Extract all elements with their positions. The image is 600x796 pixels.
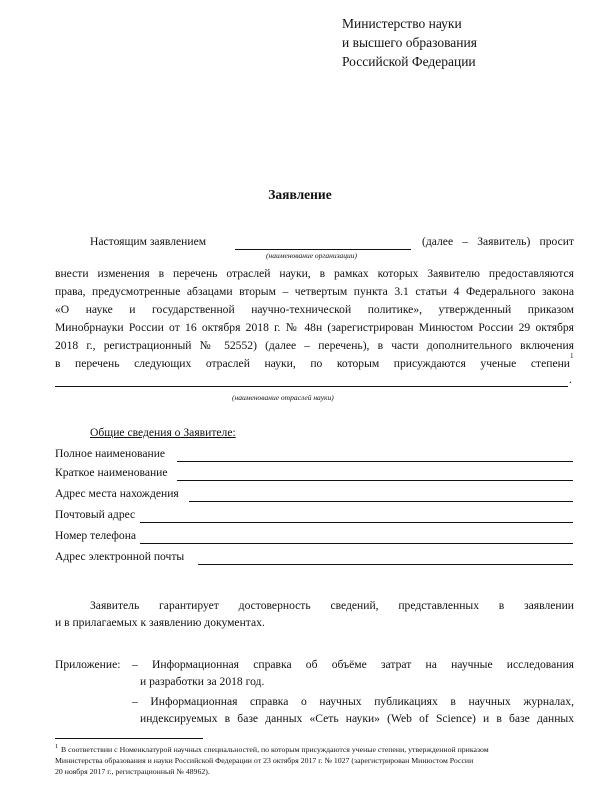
- attachment-label: Приложение:: [55, 658, 121, 671]
- addressee-line-3: Российской Федерации: [342, 54, 476, 69]
- attachment-item-2-line-1: – Информационная справка о научных публикациях в научных журналах,: [132, 695, 574, 708]
- intro-end: (далее – Заявитель) просит: [422, 235, 574, 248]
- guarantee-line-2: и в прилагаемых к заявлению документах.: [55, 616, 265, 629]
- footnote-line-3: 20 ноября 2017 г., регистрационный № 48962).: [55, 767, 210, 776]
- footnote-line-2: Министерства образования и науки Российской Федерации от 23 октября 2017 г. № 1027 (зарегистрирован Минюстом России: [55, 756, 474, 765]
- phone-label: Номер телефона: [55, 529, 137, 542]
- attachment-item-2-line-2: индексируемых в базе данных «Сеть науки» (Web of Science) и в базе данных: [140, 712, 574, 725]
- short-name-field[interactable]: [177, 480, 573, 481]
- email-label: Адрес электронной почты: [55, 550, 185, 563]
- postal-address-field[interactable]: [140, 522, 573, 523]
- intro-start: Настоящим заявлением: [90, 235, 207, 248]
- addressee-block: [342, 14, 477, 71]
- footnote-ref-mark: 1: [570, 352, 574, 360]
- attachment-item-1-line-2: и разработки за 2018 год.: [140, 675, 265, 688]
- email-field[interactable]: [198, 564, 573, 565]
- footnote-line-1: В соответствии с Номенклатурой научных специальностей, по которым присуждаются ученые степени, утвержденной приказом: [61, 745, 489, 754]
- branches-period: .: [569, 373, 572, 386]
- footnote-mark: 1: [55, 743, 59, 750]
- general-info-heading: Общие сведения о Заявителе:: [90, 426, 236, 439]
- attachment-item-1-line-1: – Информационная справка об объёме затрат на научные исследования: [132, 658, 574, 671]
- intro-line-6: в перечень следующих отраслей науки, по которым присуждаются ученые степени: [55, 357, 570, 370]
- document-title: Заявление: [268, 187, 332, 202]
- addressee-line-2: и высшего образования: [342, 35, 477, 50]
- org-name-hint: (наименование организации): [266, 251, 358, 260]
- intro-line-4: Минобрнауки России от 16 октября 2018 г. № 48н (зарегистрирован Минюстом России 29 октября: [55, 321, 574, 334]
- phone-field[interactable]: [140, 543, 573, 544]
- intro-line-2: права, предусмотренные абзацами вторым – четвертым пункта 3.1 статьи 4 Федерального закона: [55, 285, 574, 298]
- intro-line-3: «О науке и государственной научно-технической политике», утвержденный приказом: [55, 303, 574, 316]
- org-name-blank[interactable]: [235, 249, 411, 250]
- short-name-label: Краткое наименование: [55, 466, 168, 479]
- location-field[interactable]: [189, 501, 573, 502]
- location-label: Адрес места нахождения: [55, 487, 179, 500]
- addressee-line-1: Министерство науки: [342, 16, 462, 31]
- intro-line-1: внести изменения в перечень отраслей науки, в рамках которых Заявителю предоставляются: [55, 267, 574, 280]
- science-branches-hint: (наименование отраслей науки): [232, 393, 334, 402]
- full-name-field[interactable]: [177, 461, 573, 462]
- full-name-label: Полное наименование: [55, 447, 166, 460]
- science-branches-blank[interactable]: [55, 386, 568, 387]
- postal-address-label: Почтовый адрес: [55, 508, 136, 521]
- guarantee-line-1: Заявитель гарантирует достоверность сведений, представленных в заявлении: [90, 599, 574, 612]
- intro-line-5: 2018 г., регистрационный № 52552) (далее – перечень), в части дополнительного включения: [55, 339, 574, 352]
- footnote-separator: [55, 738, 203, 739]
